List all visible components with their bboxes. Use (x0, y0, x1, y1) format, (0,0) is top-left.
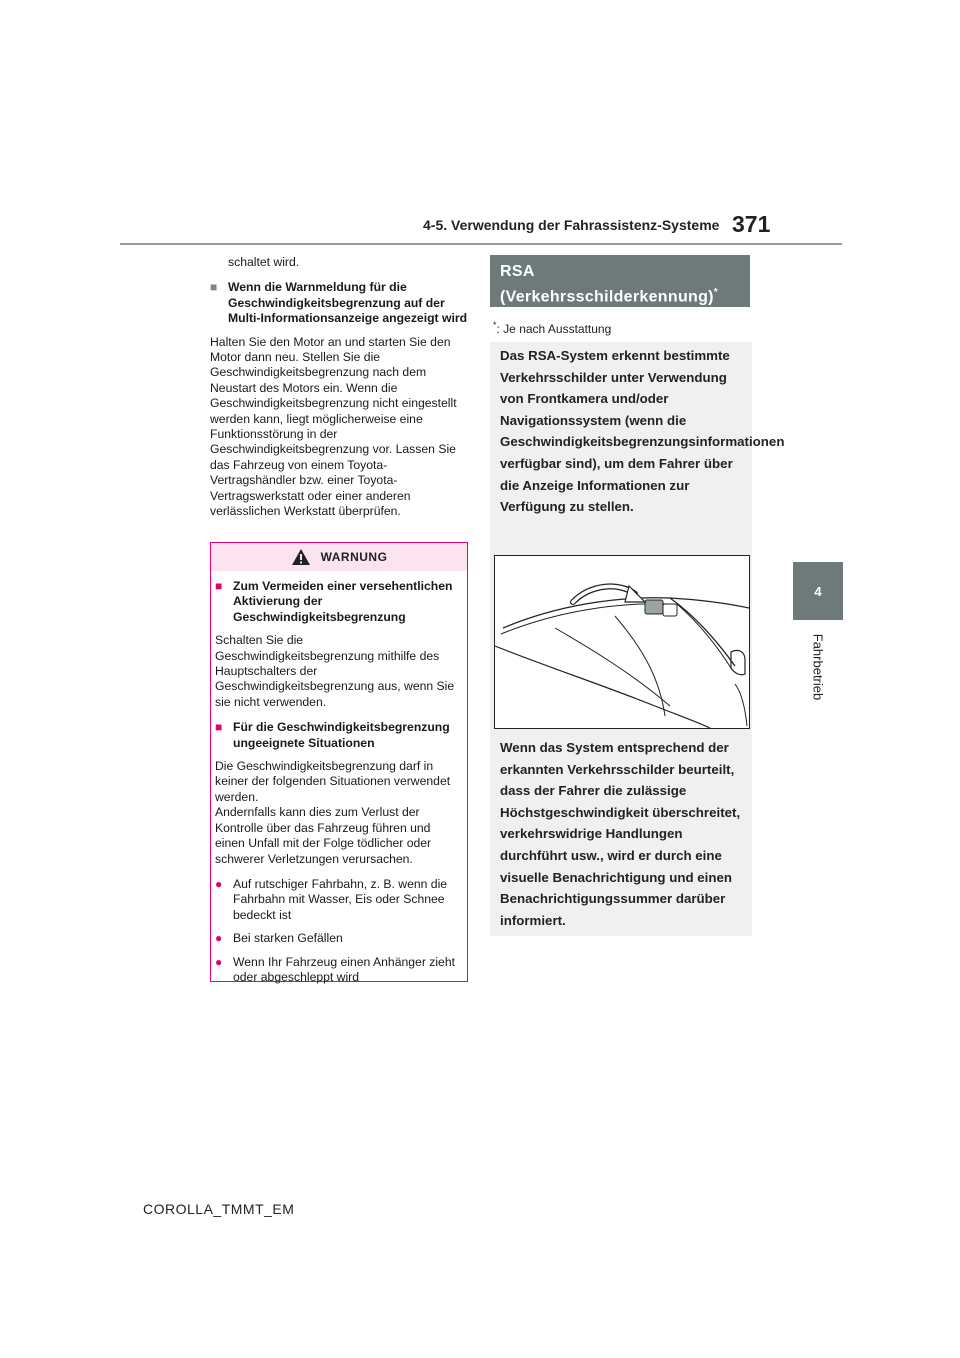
chapter-number: 4 (814, 583, 822, 599)
document-code: COROLLA_TMMT_EM (143, 1201, 295, 1217)
warning-label: WARNUNG (320, 550, 388, 564)
header-divider (120, 243, 842, 245)
section-title: 4-5. Verwendung der Fahrassistenz-Systeme (423, 217, 720, 233)
warning-body-2b: Andernfalls kann dies zum Verlust der Kontrolle über das Fahrzeug führen und einen Unfall mit der Folge tödlicher oder schwerer Verletzungen verursachen. (215, 805, 432, 866)
warning-heading-1 (215, 579, 463, 625)
warning-box (210, 542, 468, 982)
warning-heading-2 (215, 720, 463, 751)
warning-heading-1-text: Zum Vermeiden einer versehentlichen Aktivierung der Geschwindigkeitsbegrenzung (233, 579, 453, 624)
left-column (210, 255, 470, 526)
chapter-label: Fahrbetrieb (810, 633, 826, 701)
page-number: 371 (732, 211, 771, 237)
footnote-text: : Je nach Ausstattung (496, 322, 612, 336)
rsa-heading-asterisk: * (713, 287, 718, 298)
circle-bullet-icon: ● (215, 931, 223, 946)
windshield-camera-illustration (494, 555, 750, 729)
circle-bullet-icon: ● (215, 876, 223, 891)
square-bullet-icon: ■ (215, 720, 223, 735)
rsa-detail-text: Wenn das System entsprechend der erkannten Verkehrsschilder beurteilt, dass der Fahrer die zulässige Höchstgeschwindigkeit überschreitet, verkehrswidrige Handlungen durchführt usw., wird er durch eine visuelle Benachrichtigung und einen Benachrichtigungssummer darüber informiert. (500, 740, 741, 928)
square-bullet-icon: ■ (215, 579, 223, 593)
rsa-heading (490, 255, 750, 307)
warning-triangle-icon (291, 548, 311, 566)
rsa-heading-text: RSA (Verkehrsschilderkennung) (500, 263, 714, 306)
warning-header (211, 543, 467, 571)
warning-bullet (215, 877, 463, 923)
section-body: Halten Sie den Motor an und starten Sie den Motor dann neu. Stellen Sie die Geschwindigkeitsbegrenzung nach dem Neustart des Motors ein. Wenn die Geschwindigkeitsbegrenzung nicht eingestellt werden kann, liegt möglicherweise eine Funktionsstörung in der Geschwindigkeitsbegrenzung vor. Lassen Sie das Fahrzeug von einem Toyota-Vertragshändler bzw. einer Toyota-Vertragswerkstatt oder einer anderen verlässlichen Werkstatt überprüfen. (210, 334, 457, 519)
section-heading (210, 280, 470, 326)
footnote (493, 320, 611, 336)
warning-bullet-text: Auf rutschiger Fahrbahn, z. B. wenn die Fahrbahn mit Wasser, Eis oder Schnee bedeckt ist (233, 876, 448, 922)
warning-bullet-text: Wenn Ihr Fahrzeug einen Anhänger zieht oder abgeschleppt wird (233, 954, 456, 984)
square-bullet-icon: ■ (210, 280, 218, 295)
warning-body-2a: Die Geschwindigkeitsbegrenzung darf in keiner der folgenden Situationen verwendet werden. (215, 759, 451, 804)
chapter-label-wrapper (780, 627, 856, 707)
warning-bullet-text: Bei starken Gefällen (233, 931, 343, 946)
warning-body (211, 571, 467, 985)
circle-bullet-icon: ● (215, 954, 223, 969)
chapter-tab (793, 562, 843, 620)
warning-bullet (215, 931, 463, 946)
warning-bullet (215, 955, 463, 986)
warning-heading-2-text: Für die Geschwindigkeitsbegrenzung ungeeignete Situationen (233, 720, 450, 750)
footnote-mark: * (493, 320, 497, 330)
continuation-text: schaltet wird. (228, 255, 300, 269)
windshield-camera-drawing (495, 556, 749, 728)
rsa-intro-text: Das RSA-System erkennt bestimmte Verkehrsschilder unter Verwendung von Frontkamera und/oder Navigationssystem (wenn die Geschwindigkeitsbegrenzungsinformationen verfügbar sind), um dem Fahrer über die Anzeige Informationen zur Verfügung zu stellen. (500, 348, 785, 515)
warning-body-1: Schalten Sie die Geschwindigkeitsbegrenzung mithilfe des Hauptschalters der Geschwindigkeitsbegrenzung aus, wenn Sie sie nicht verwenden. (215, 633, 455, 709)
section-heading-text: Wenn die Warnmeldung für die Geschwindigkeitsbegrenzung auf der Multi-Informationsanzeige angezeigt wird (228, 280, 468, 326)
